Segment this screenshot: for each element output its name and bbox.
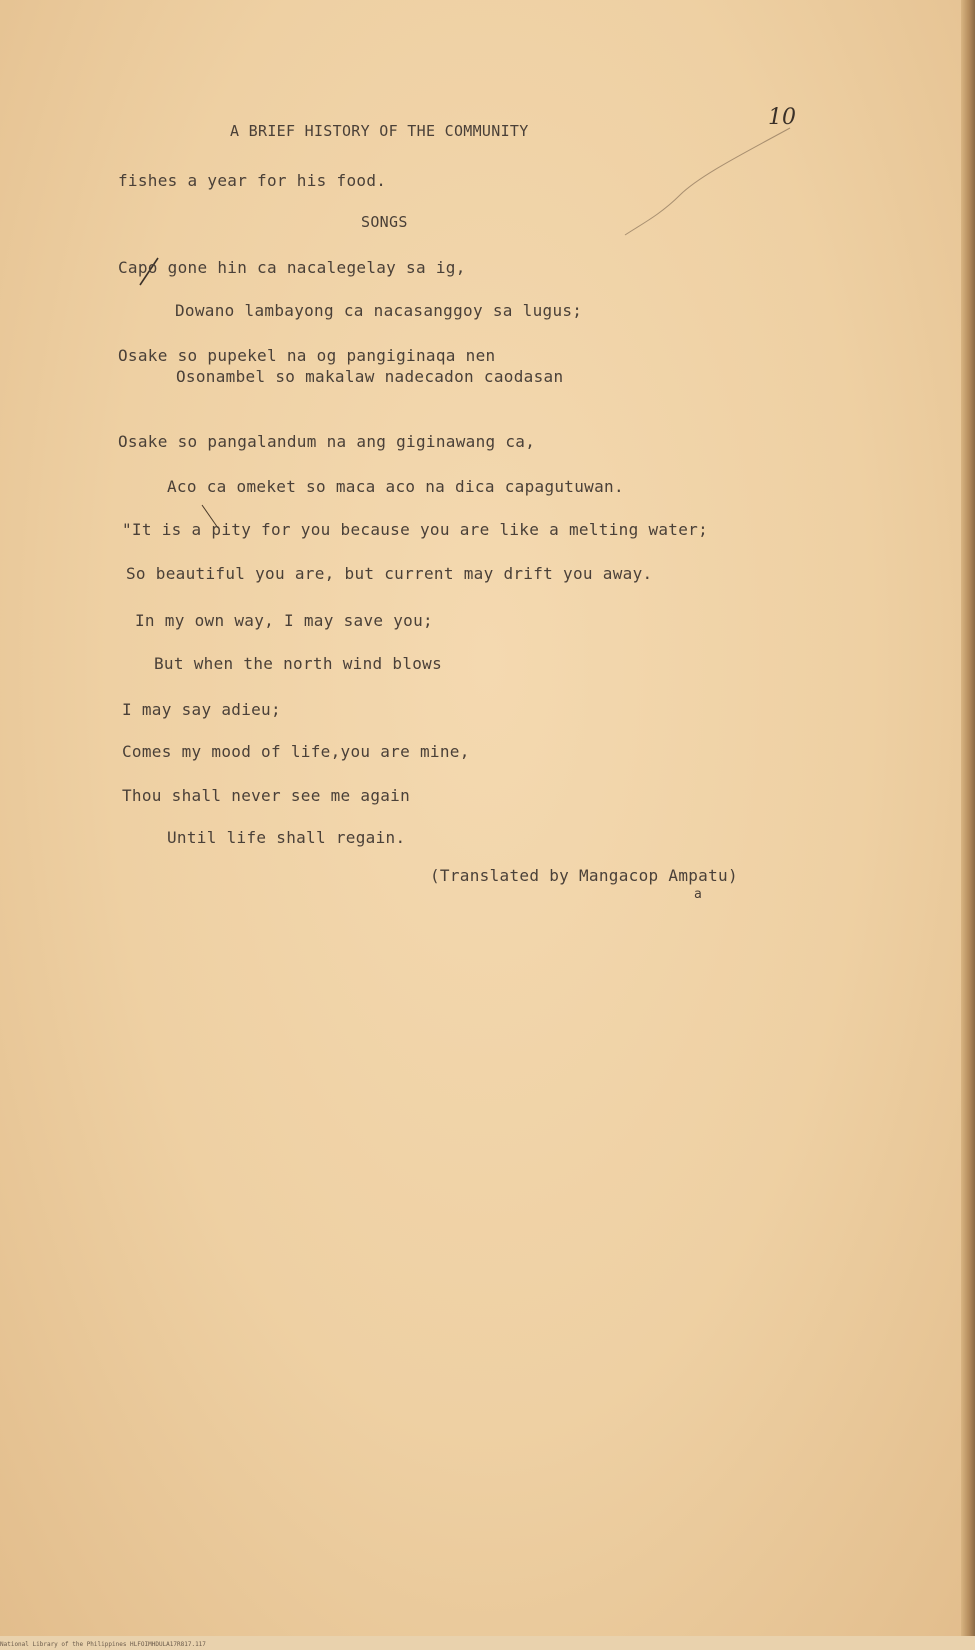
song-line: Osake so pangalandum na ang giginawang ca, [118,432,536,451]
song-line: Capo gone hin ca nacalegelay sa ig, [118,258,466,277]
document-heading: A BRIEF HISTORY OF THE COMMUNITY [230,122,529,140]
credit-annotation: a [694,887,703,902]
scan-footer-strip [0,1636,975,1650]
song-line: "It is a pity for you because you are like a melting water; [122,520,709,539]
song-line: Comes my mood of life,you are mine, [122,742,470,761]
song-line: Thou shall never see me again [122,786,411,805]
section-title: SONGS [361,213,408,231]
handwritten-page-number: 10 [768,105,796,130]
song-line: Dowano lambayong ca nacasanggoy sa lugus; [175,301,583,320]
song-line: Aco ca omeket so maca aco na dica capagutuwan. [167,477,624,496]
continuation-text: fishes a year for his food. [118,171,387,190]
song-line: In my own way, I may save you; [135,611,433,630]
song-line: So beautiful you are, but current may drift you away. [126,564,653,583]
song-line: Osake so pupekel na og pangiginaqa nen [118,346,496,365]
song-line: Until life shall regain. [167,828,406,847]
song-line: But when the north wind blows [154,654,443,673]
song-line: Osonambel so makalaw nadecadon caodasan [176,367,564,386]
paper-edge [961,0,975,1650]
song-line: I may say adieu; [122,700,281,719]
pen-stroke-top-right [625,128,790,235]
scan-footer: National Library of the Philippines HLFOIMHDULA17R817.117 [0,1641,206,1648]
translator-credit: (Translated by Mangacop Ampatu) [430,866,738,885]
